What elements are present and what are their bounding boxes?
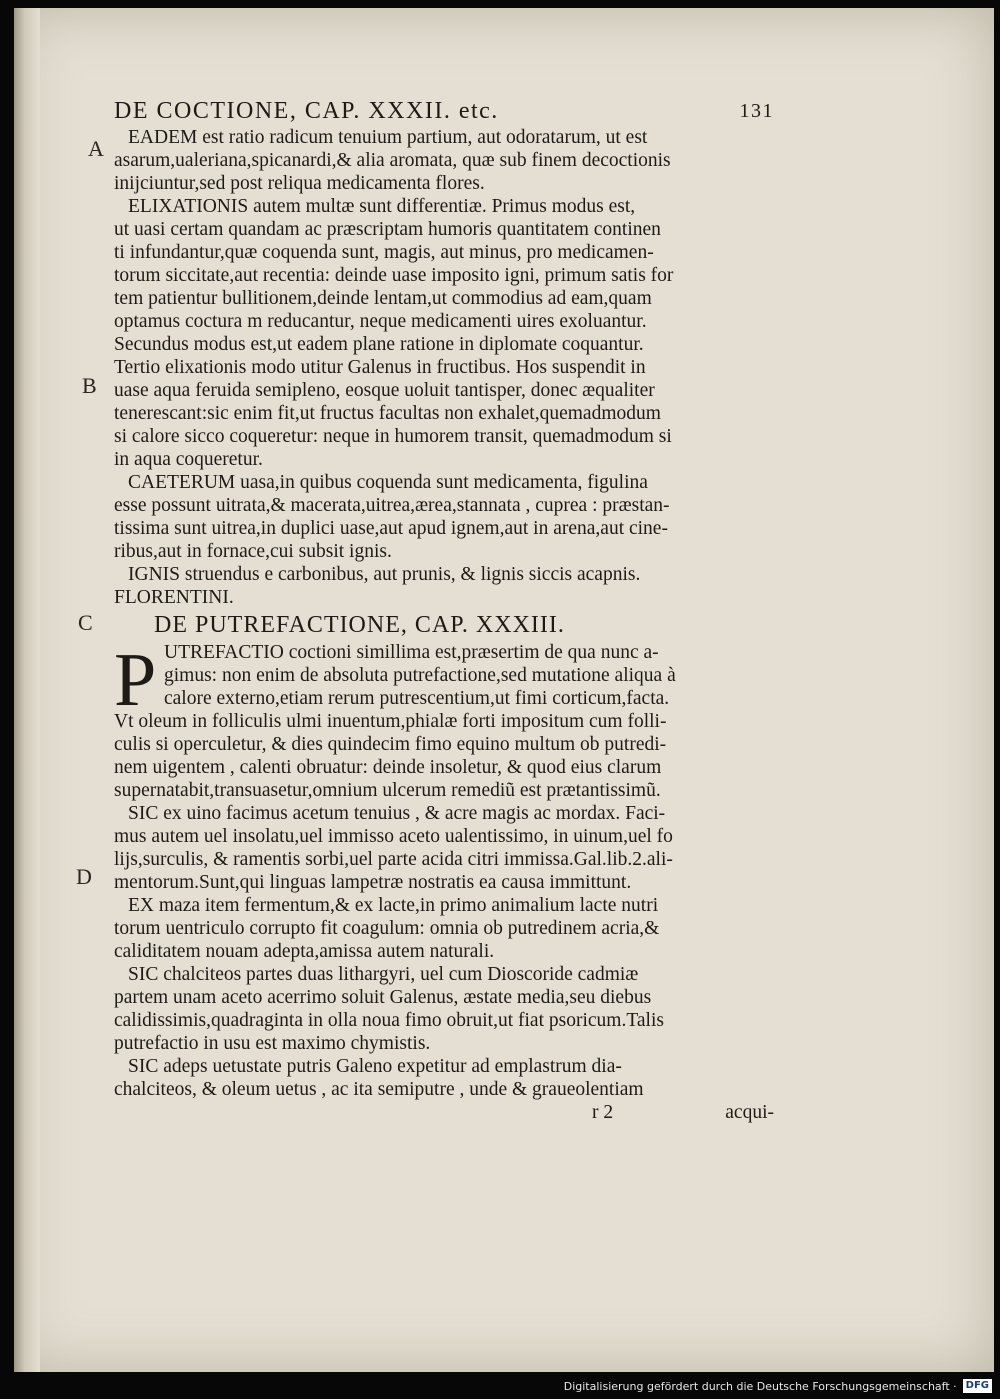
section-title: DE PUTREFACTIONE, CAP. XXXIII.	[154, 612, 565, 638]
text-line: UTREFACTIO coctioni simillima est,præsertim de qua nunc a-	[164, 642, 659, 663]
dropcap-letter: P	[114, 638, 157, 722]
page-number: 131	[739, 100, 774, 122]
text-line: calidissimis,quadraginta in olla noua fimo obruit,ut fiat psoricum.Talis	[114, 1010, 664, 1031]
text-line: ut uasi certam quandam ac præscriptam humoris quantitatem continen	[114, 219, 661, 240]
text-line: tenerescant:sic enim fit,ut fructus facultas non exhalet,quemadmodum	[114, 403, 661, 424]
text-line: ELIXATIONIS autem multæ sunt differentiæ. Primus modus est,	[128, 196, 636, 217]
text-line: in aqua coqueretur.	[114, 449, 263, 470]
text-line: putrefactio in usu est maximo chymistis.	[114, 1033, 431, 1054]
text-line: SIC adeps uetustate putris Galeno expetitur ad emplastrum dia-	[128, 1056, 622, 1077]
text-line: partem unam aceto acerrimo soluit Galenus, æstate media,seu diebus	[114, 987, 652, 1008]
text-line: esse possunt uitrata,& macerata,uitrea,ærea,stannata , cuprea : præstan-	[114, 495, 670, 516]
text-line: caliditatem nouam adepta,amissa autem naturali.	[114, 941, 495, 962]
text-line: ribus,aut in fornace,cui subsit ignis.	[114, 541, 392, 562]
margin-letter-a: A	[88, 136, 104, 161]
text-line: IGNIS struendus e carbonibus, aut prunis, & lignis siccis acapnis.	[128, 564, 641, 585]
text-line: Tertio elixationis modo utitur Galenus in fructibus. Hos suspendit in	[114, 357, 646, 378]
text-line: mentorum.Sunt,qui linguas lampetræ nostratis ea causa immittunt.	[114, 872, 632, 893]
text-line: lijs,surculis, & ramentis sorbi,uel parte acida citri immissa.Gal.lib.2.ali-	[114, 849, 673, 870]
page-gutter-shadow	[14, 8, 40, 1372]
signature-line	[114, 1101, 774, 1125]
text-line: EADEM est ratio radicum tenuium partium, aut odoratarum, ut est	[128, 127, 648, 148]
text-line: optamus coctura m reducantur, neque medicamenti uires exoluantur.	[114, 311, 647, 332]
text-line: torum uentriculo corrupto fit coagulum: omnia ob putredinem acria,&	[114, 918, 660, 939]
text-line: tem patientur bullitionem,deinde lentam,ut commodius ad eam,quam	[114, 288, 652, 309]
footer-text: Digitalisierung gefördert durch die Deutsche Forschungsgemeinschaft ·	[563, 1379, 957, 1393]
text-line: SIC chalciteos partes duas lithargyri, uel cum Dioscoride cadmiæ	[128, 964, 639, 985]
text-line: chalciteos, & oleum uetus , ac ita semiputre , unde & graueolentiam	[114, 1079, 644, 1100]
running-header	[114, 96, 774, 126]
text-block	[114, 96, 774, 1125]
text-line: tissima sunt uitrea,in duplici uase,aut apud ignem,aut in arena,aut cine-	[114, 518, 668, 539]
text-line: ti infundantur,quæ coquenda sunt, magis, aut minus, pro medicamen-	[114, 242, 654, 263]
text-line: EX maza item fermentum,& ex lacte,in primo animalium lacte nutri	[128, 895, 659, 916]
digitization-footer	[564, 1377, 992, 1395]
text-line: mus autem uel insolatu,uel immisso aceto ualentissimo, in uinum,uel fo	[114, 826, 673, 847]
text-line: CAETERUM uasa,in quibus coquenda sunt medicamenta, figulina	[128, 472, 648, 493]
margin-letter-d: D	[76, 864, 92, 889]
text-line: FLORENTINI.	[114, 587, 234, 608]
text-line: culis si operculetur, & dies quindecim fimo equino multum ob putredi-	[114, 734, 667, 755]
text-line: asarum,ualeriana,spicanardi,& alia aromata, quæ sub finem decoctionis	[114, 150, 671, 171]
text-line: si calore sicco coqueretur: neque in humorem transit, quemadmodum si	[114, 426, 672, 447]
header-title: DE COCTIONE, CAP. XXXII. etc.	[114, 98, 499, 124]
text-line: gimus: non enim de absoluta putrefactione,sed mutatione aliqua à	[164, 665, 676, 686]
text-line: nem uigentem , calenti obruatur: deinde insoletur, & quod eius clarum	[114, 757, 662, 778]
text-line: torum siccitate,aut recentia: deinde uase imposito igni, primum satis for	[114, 265, 674, 286]
text-line: Vt oleum in folliculis ulmi inuentum,phialæ forti impositum cum folli-	[114, 711, 667, 732]
text-line: inijciuntur,sed post reliqua medicamenta flores.	[114, 173, 485, 194]
book-page	[14, 8, 994, 1372]
margin-letter-c: C	[78, 610, 93, 635]
text-line: SIC ex uino facimus acetum tenuius , & acre magis ac mordax. Faci-	[128, 803, 666, 824]
dfg-logo-icon: DFG	[963, 1379, 992, 1393]
signature-mark: r 2	[592, 1102, 614, 1123]
margin-letter-b: B	[82, 373, 97, 398]
text-line: Secundus modus est,ut eadem plane ratione in diplomate coquantur.	[114, 334, 644, 355]
text-line: supernatabit,transuasetur,omnium ulcerum remediũ est prætantissimũ.	[114, 780, 661, 801]
text-line: uase aqua feruida semipleno, eosque uoluit tantisper, donec æqualiter	[114, 380, 655, 401]
catchword: acqui-	[725, 1102, 774, 1123]
text-line: calore externo,etiam rerum putrescentium,ut fimi corticum,facta.	[164, 688, 670, 709]
